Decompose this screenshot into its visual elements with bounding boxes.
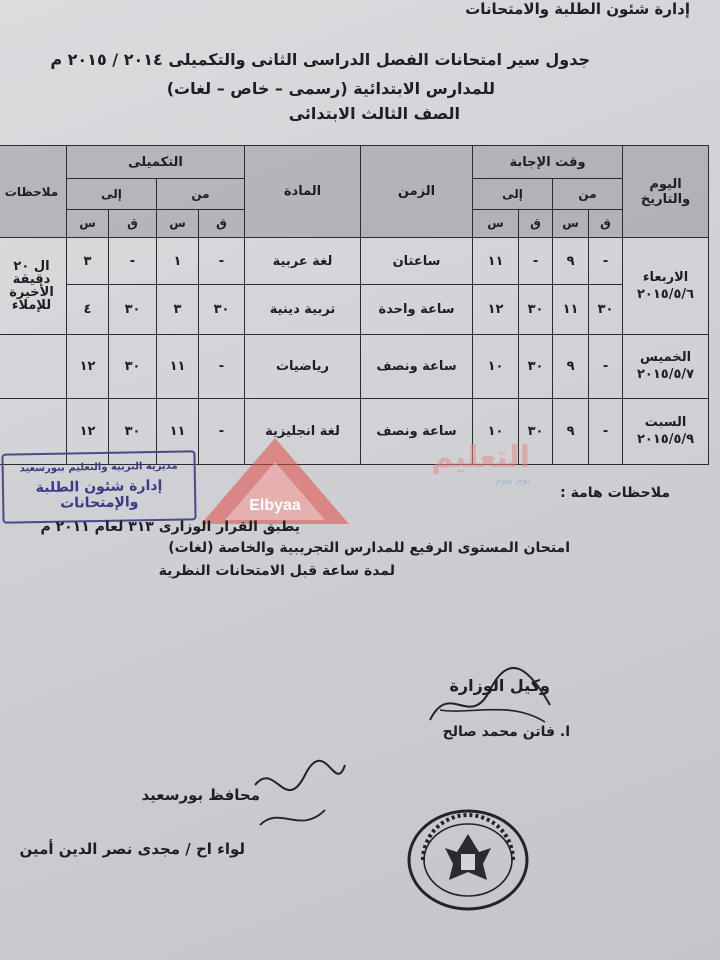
header-from: من	[553, 179, 623, 210]
day-name: الخميس	[639, 350, 692, 366]
header-to: إلى	[473, 179, 553, 210]
from-hour: ١١	[553, 285, 589, 335]
table-row	[0, 285, 709, 335]
table-row	[0, 238, 709, 285]
supp-to-minute: -	[109, 238, 157, 285]
header-hour: س	[553, 209, 589, 237]
to-minute: ٣٠	[519, 334, 553, 398]
table-row	[0, 334, 709, 398]
supp-from-hour: ١	[157, 238, 199, 285]
header-minute: ق	[589, 209, 623, 237]
from-minute: -	[589, 398, 623, 464]
official-seal-eagle	[405, 808, 531, 912]
to-hour: ١٠	[473, 334, 519, 398]
to-minute: -	[519, 238, 553, 285]
undersecretary-title: وكيل الوزارة	[449, 676, 550, 695]
header-minute: ق	[519, 209, 553, 237]
from-hour: ٩	[553, 238, 589, 285]
supp-from-minute: -	[199, 238, 245, 285]
watermark-brand-text: Elbyaa	[249, 497, 301, 514]
undersecretary-name: ا. فاتن محمد صالح	[442, 724, 570, 740]
supp-to-minute: ٣٠	[109, 334, 157, 398]
supp-from-hour: ١١	[157, 334, 199, 398]
remark-cell	[0, 334, 67, 398]
subject-cell: لغة عربية	[245, 238, 361, 285]
note-decree: يطبق القرار الوزارى ٣١٣ لعام ٢٠١١ م	[40, 519, 300, 535]
to-minute: ٣٠	[519, 398, 553, 464]
duration-cell: ساعة ونصف	[361, 334, 473, 398]
note-advanced-level: امتحان المستوى الرفيع للمدارس التجريبية والخاصة (لغات)	[168, 540, 570, 556]
exam-schedule-table	[0, 145, 709, 465]
watermark-site-logo	[360, 440, 530, 500]
supp-from-hour: ١١	[157, 398, 199, 464]
remark-cell: ال ٢٠ دقيقة الأخيرة للإملاء	[0, 238, 67, 335]
subject-cell: تربية دينية	[245, 285, 361, 335]
header-day-date: اليوم والتاريخ	[623, 146, 709, 238]
watermark-arabic-brand: التعليم	[431, 440, 530, 475]
supp-to-minute: ٣٠	[109, 285, 157, 335]
duration-cell: ساعة واحدة	[361, 285, 473, 335]
from-hour: ٩	[553, 398, 589, 464]
exam-date: ٢٠١٥/٥/٦	[636, 287, 695, 303]
schools-subtitle: للمدارس الابتدائية (رسمى – خاص – لغات)	[166, 79, 495, 98]
to-hour: ١١	[473, 238, 519, 285]
note-duration: لمدة ساعة قبل الامتحانات النظرية	[158, 563, 395, 579]
header-remarks: ملاحظات	[0, 146, 67, 238]
day-date-cell	[623, 398, 709, 464]
supp-to-hour: ٣	[67, 238, 109, 285]
office-stamp	[1, 450, 196, 523]
from-minute: -	[589, 334, 623, 398]
header-minute: ق	[109, 209, 157, 237]
from-minute: ٣٠	[589, 285, 623, 335]
header-supplementary: التكميلى	[67, 146, 245, 179]
to-minute: ٣٠	[519, 285, 553, 335]
header-supp-from: من	[157, 179, 245, 210]
header-subject: المادة	[245, 146, 361, 238]
stamp-line-directorate: مديرية التربية والتعليم ببورسعيد	[19, 460, 178, 475]
supp-from-hour: ٣	[157, 285, 199, 335]
watermark-triangle-logo	[195, 432, 355, 528]
document-title: جدول سير امتحانات الفصل الدراسى الثانى والتكميلى ٢٠١٤ / ٢٠١٥ م	[50, 50, 590, 69]
exam-date: ٢٠١٥/٥/٩	[636, 432, 695, 448]
to-hour: ١٢	[473, 285, 519, 335]
subject-cell: لغة انجليزية	[245, 398, 361, 464]
header-hour: س	[473, 209, 519, 237]
supp-from-minute: ٣٠	[199, 285, 245, 335]
governor-name: لواء اح / مجدى نصر الدين أمين	[19, 840, 245, 858]
supp-to-hour: ١٢	[67, 398, 109, 464]
day-name: الاربعاء	[642, 270, 689, 286]
from-hour: ٩	[553, 334, 589, 398]
supp-to-minute: ٣٠	[109, 398, 157, 464]
stamp-line-department: إدارة شئون الطلبة والإمتحانات	[35, 477, 163, 512]
supp-to-hour: ١٢	[67, 334, 109, 398]
header-hour: س	[157, 209, 199, 237]
subject-cell: رياضيات	[245, 334, 361, 398]
header-duration: الزمن	[361, 146, 473, 238]
from-minute: -	[589, 238, 623, 285]
day-name: السبت	[644, 415, 687, 431]
header-minute: ق	[199, 209, 245, 237]
day-date-cell	[623, 238, 709, 335]
exam-date: ٢٠١٥/٥/٧	[636, 367, 695, 383]
header-supp-to: إلى	[67, 179, 157, 210]
day-date-cell	[623, 334, 709, 398]
header-answer-time: وقت الإجابة	[473, 146, 623, 179]
grade-subtitle: الصف الثالث الابتدائى	[288, 104, 460, 123]
governor-signature	[245, 755, 355, 840]
to-hour: ١٠	[473, 398, 519, 464]
notes-title: ملاحظات هامة :	[560, 485, 670, 501]
supp-to-hour: ٤	[67, 285, 109, 335]
governor-title: محافظ بورسعيد	[141, 786, 260, 804]
duration-cell: ساعة ونصف	[361, 398, 473, 464]
supp-from-minute: -	[199, 334, 245, 398]
header-hour: س	[67, 209, 109, 237]
department-header: إدارة شئون الطلبة والامتحانات	[465, 0, 690, 18]
watermark-tagline: يوم بيوم	[495, 475, 530, 486]
duration-cell: ساعتان	[361, 238, 473, 285]
supp-from-minute: -	[199, 398, 245, 464]
